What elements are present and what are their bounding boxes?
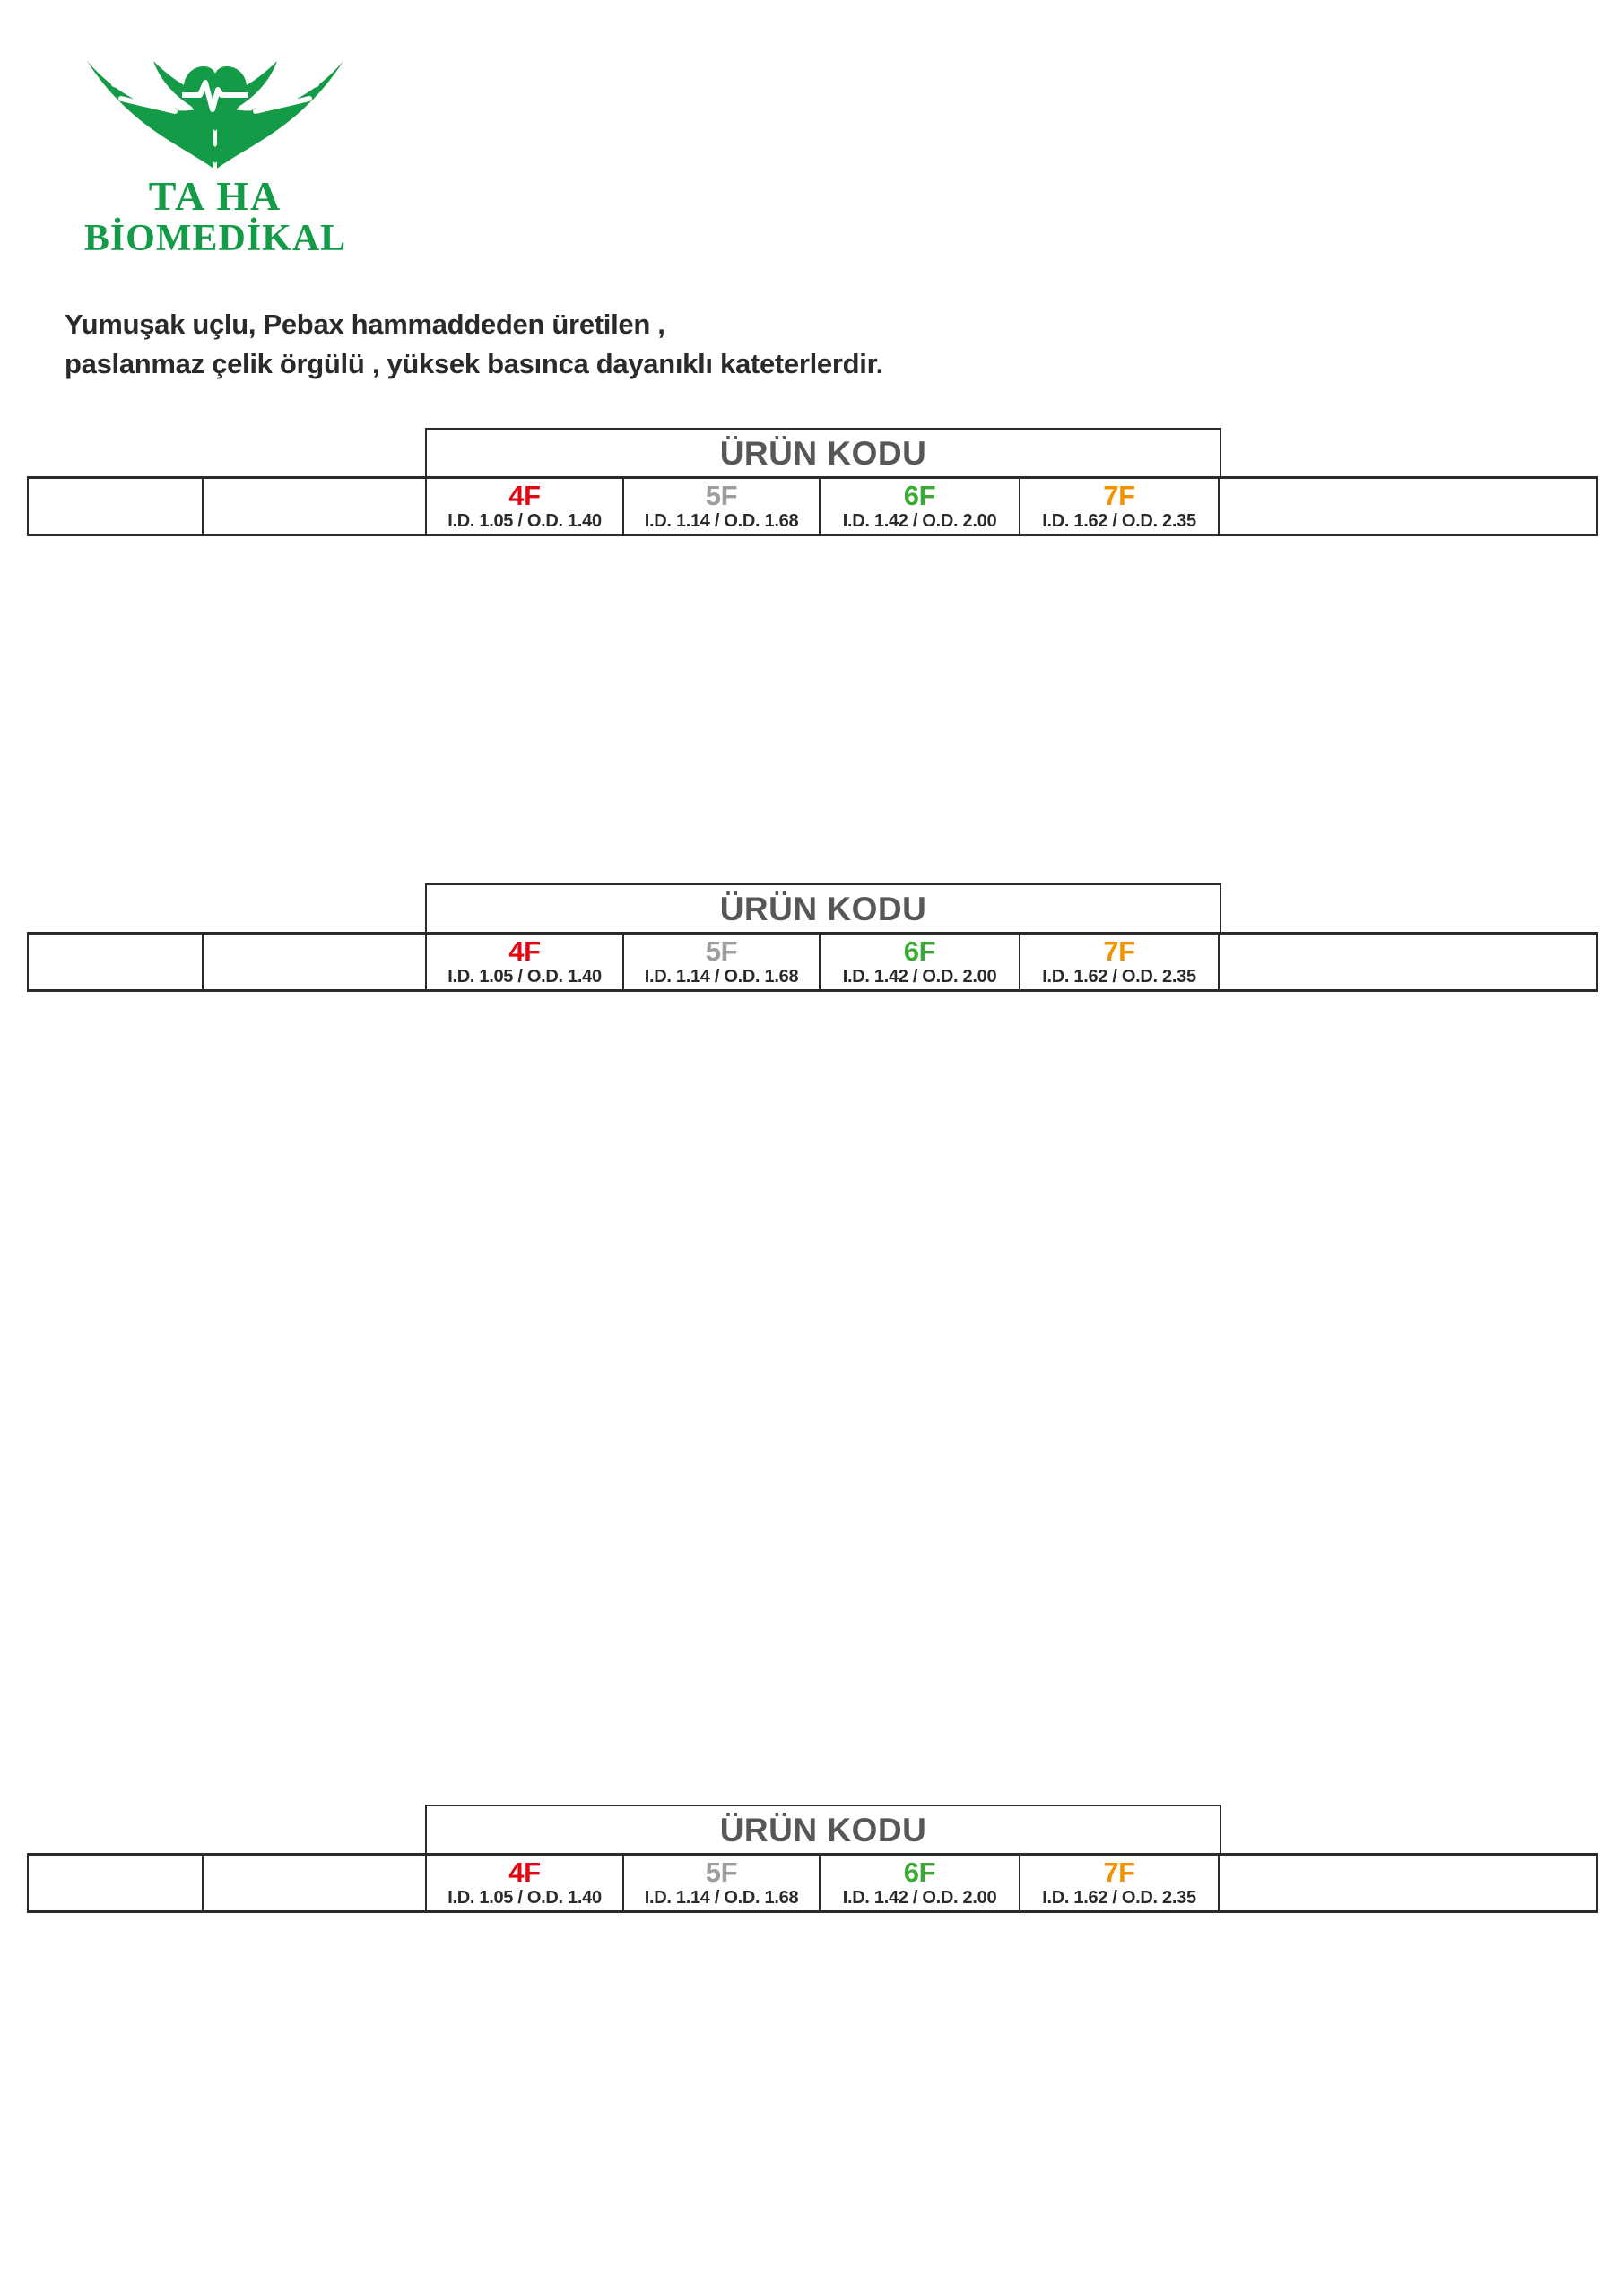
size-header-cell-7f [1020, 934, 1219, 991]
product-code-header-title: ÜRÜN KODU [425, 883, 1221, 932]
size-label: 7F [1103, 480, 1135, 511]
empty-header-cell [203, 1855, 426, 1912]
size-header-cell-7f [1020, 1855, 1219, 1912]
size-spec: I.D. 1.42 / O.D. 2.00 [842, 967, 997, 987]
company-name-line1: TA HA [148, 173, 282, 219]
size-header-cell-4f [426, 1855, 623, 1912]
size-header-cell-5f [623, 478, 820, 535]
size-spec: I.D. 1.05 / O.D. 1.40 [447, 1888, 602, 1908]
size-spec: I.D. 1.62 / O.D. 2.35 [1042, 1888, 1196, 1908]
intro-text [65, 305, 883, 384]
size-spec: I.D. 1.14 / O.D. 1.68 [644, 967, 799, 987]
empty-curve-header-cell [1219, 478, 1597, 535]
empty-header-cell [203, 478, 426, 535]
company-name-line2: BİOMEDİKAL [83, 218, 347, 259]
size-spec: I.D. 1.62 / O.D. 2.35 [1042, 967, 1196, 987]
size-label: 6F [903, 1857, 936, 1888]
size-label: 6F [903, 480, 936, 511]
winged-heart-logo-icon [67, 27, 363, 175]
size-spec: I.D. 1.05 / O.D. 1.40 [447, 967, 602, 987]
size-label: 6F [903, 935, 936, 967]
empty-header-cell [28, 478, 203, 535]
empty-curve-header-cell [1219, 1855, 1597, 1912]
size-header-row [28, 478, 1597, 535]
size-label: 5F [705, 1857, 738, 1888]
size-label: 4F [508, 1857, 541, 1888]
size-label: 4F [508, 480, 541, 511]
size-header-cell-6f [820, 934, 1020, 991]
size-header-row [28, 934, 1597, 991]
product-code-header-title: ÜRÜN KODU [425, 428, 1221, 476]
size-header-cell-5f [623, 1855, 820, 1912]
size-header-cell-6f [820, 478, 1020, 535]
product-code-header-title: ÜRÜN KODU [425, 1805, 1221, 1853]
berenstein-catheters-table [27, 1853, 1598, 1913]
size-label: 7F [1103, 935, 1135, 967]
intro-line1: Yumuşak uçlu, Pebax hammaddeden üretilen , [65, 309, 665, 340]
size-spec: I.D. 1.14 / O.D. 1.68 [644, 511, 799, 531]
size-spec: I.D. 1.14 / O.D. 1.68 [644, 1888, 799, 1908]
empty-header-cell [28, 934, 203, 991]
size-header-cell-4f [426, 934, 623, 991]
size-label: 7F [1103, 1857, 1135, 1888]
empty-curve-header-cell [1219, 934, 1597, 991]
size-spec: I.D. 1.42 / O.D. 2.00 [842, 511, 997, 531]
size-header-row [28, 1855, 1597, 1912]
size-spec: I.D. 1.05 / O.D. 1.40 [447, 511, 602, 531]
size-spec: I.D. 1.42 / O.D. 2.00 [842, 1888, 997, 1908]
size-header-cell-6f [820, 1855, 1020, 1912]
size-label: 5F [705, 935, 738, 967]
rgc-catheters-table [27, 476, 1598, 536]
cobra-catheters-table [27, 932, 1598, 992]
size-label: 4F [508, 935, 541, 967]
size-header-cell-4f [426, 478, 623, 535]
company-logo [63, 27, 368, 259]
size-header-cell-5f [623, 934, 820, 991]
intro-line2: paslanmaz çelik örgülü , yüksek basınca dayanıklı kateterlerdir. [65, 348, 883, 379]
size-label: 5F [705, 480, 738, 511]
size-header-cell-7f [1020, 478, 1219, 535]
empty-header-cell [203, 934, 426, 991]
empty-header-cell [28, 1855, 203, 1912]
size-spec: I.D. 1.62 / O.D. 2.35 [1042, 511, 1196, 531]
